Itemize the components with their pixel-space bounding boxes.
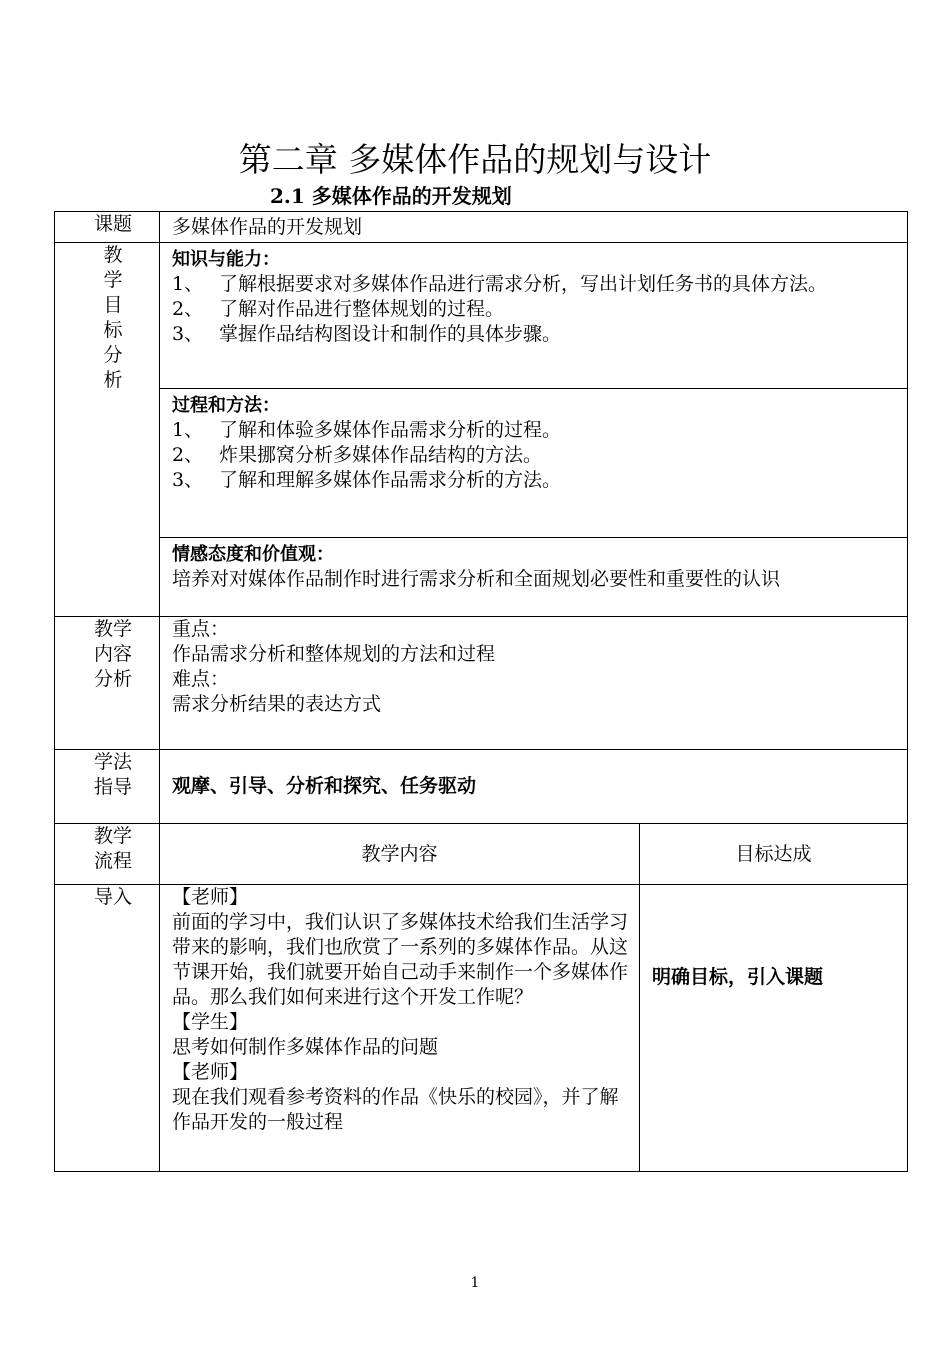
content-analysis-cell — [160, 617, 908, 750]
process-cell — [160, 389, 908, 538]
objectives-label-char: 分 — [103, 344, 123, 366]
method-text: 观摩、引导、分析和探究、任务驱动 — [160, 750, 908, 824]
page-number: 1 — [470, 1275, 480, 1291]
label-line: 教学 — [93, 618, 132, 640]
lesson-plan-table — [54, 211, 908, 1172]
objectives-emotion-row — [55, 538, 908, 617]
emotion-cell — [160, 538, 908, 617]
method-row — [55, 750, 908, 824]
knowledge-heading: 知识与能力： — [172, 249, 280, 270]
process-item — [172, 418, 907, 443]
key-point-text: 作品需求分析和整体规划的方法和过程 — [172, 643, 496, 665]
subject-row — [55, 212, 908, 243]
intro-goal-cell: 明确目标，引入课题 — [640, 885, 908, 1172]
key-point-label: 重点： — [172, 618, 230, 640]
label-line: 流程 — [93, 850, 132, 872]
process-heading: 过程和方法： — [172, 395, 280, 416]
column-header-goal: 目标达成 — [640, 824, 908, 885]
difficulty-label: 难点： — [172, 668, 230, 690]
column-header-content: 教学内容 — [160, 824, 640, 885]
item-number: 3、 — [172, 469, 204, 491]
method-label — [55, 750, 160, 824]
difficulty-text: 需求分析结果的表达方式 — [172, 693, 382, 715]
knowledge-cell — [160, 243, 908, 389]
label-line: 学法 — [93, 751, 132, 773]
objectives-label-char: 教 — [103, 244, 123, 266]
objectives-label-char: 目 — [103, 294, 123, 316]
item-text: 了解对作品进行整体规划的过程。 — [219, 298, 505, 320]
objectives-label-char: 标 — [103, 319, 123, 341]
label-line: 内容 — [93, 643, 132, 665]
subject-label: 课题 — [55, 212, 160, 243]
flow-header-row — [55, 824, 908, 885]
emotion-heading: 情感态度和价值观： — [172, 544, 334, 565]
content-analysis-row — [55, 617, 908, 750]
flow-label — [55, 824, 160, 885]
teacher-text: 前面的学习中，我们认识了多媒体技术给我们生活学习带来的影响，我们也欣赏了一系列的多媒体作品。从这节课开始，我们就要开始自己动手来制作一个多媒体作品。那么我们如何来进行这个开发工作呢？ — [172, 911, 629, 1008]
label-line: 分析 — [93, 668, 132, 690]
knowledge-item — [172, 297, 907, 322]
content-analysis-label — [55, 617, 160, 750]
emotion-text: 培养对对媒体作品制作时进行需求分析和全面规划必要性和重要性的认识 — [172, 568, 781, 590]
objectives-label — [55, 243, 160, 617]
intro-content-cell — [160, 885, 640, 1172]
objectives-label-char: 析 — [103, 369, 123, 391]
intro-label: 导入 — [55, 885, 160, 1172]
student-text: 思考如何制作多媒体作品的问题 — [172, 1036, 439, 1058]
objectives-process-row — [55, 389, 908, 538]
item-number: 3、 — [172, 323, 204, 345]
item-text: 了解和体验多媒体作品需求分析的过程。 — [219, 419, 562, 441]
item-text: 了解和理解多媒体作品需求分析的方法。 — [219, 469, 562, 491]
section-title: 2.1 多媒体作品的开发规划 — [270, 184, 512, 208]
process-item — [172, 443, 907, 468]
teacher-tag: 【老师】 — [172, 1061, 249, 1083]
label-line: 指导 — [93, 776, 132, 798]
chapter-title: 第二章 多媒体作品的规划与设计 — [238, 140, 712, 179]
teacher-text: 现在我们观看参考资料的作品《快乐的校园》，并了解作品开发的一般过程 — [172, 1086, 619, 1133]
item-number: 2、 — [172, 444, 204, 466]
process-item — [172, 468, 907, 493]
item-text: 炸果挪窝分析多媒体作品结构的方法。 — [219, 444, 543, 466]
item-text: 了解根据要求对多媒体作品进行需求分析，写出计划任务书的具体方法。 — [219, 273, 828, 295]
item-number: 2、 — [172, 298, 204, 320]
item-number: 1、 — [172, 419, 204, 441]
teacher-tag: 【老师】 — [172, 886, 249, 908]
item-text: 掌握作品结构图设计和制作的具体步骤。 — [219, 323, 562, 345]
objectives-label-char: 学 — [103, 269, 123, 291]
subject-value: 多媒体作品的开发规划 — [160, 212, 908, 243]
student-tag: 【学生】 — [172, 1011, 249, 1033]
label-line: 教学 — [93, 825, 132, 847]
objectives-knowledge-row — [55, 243, 908, 389]
item-number: 1、 — [172, 273, 204, 295]
intro-row — [55, 885, 908, 1172]
knowledge-item — [172, 322, 907, 347]
knowledge-item — [172, 272, 907, 297]
